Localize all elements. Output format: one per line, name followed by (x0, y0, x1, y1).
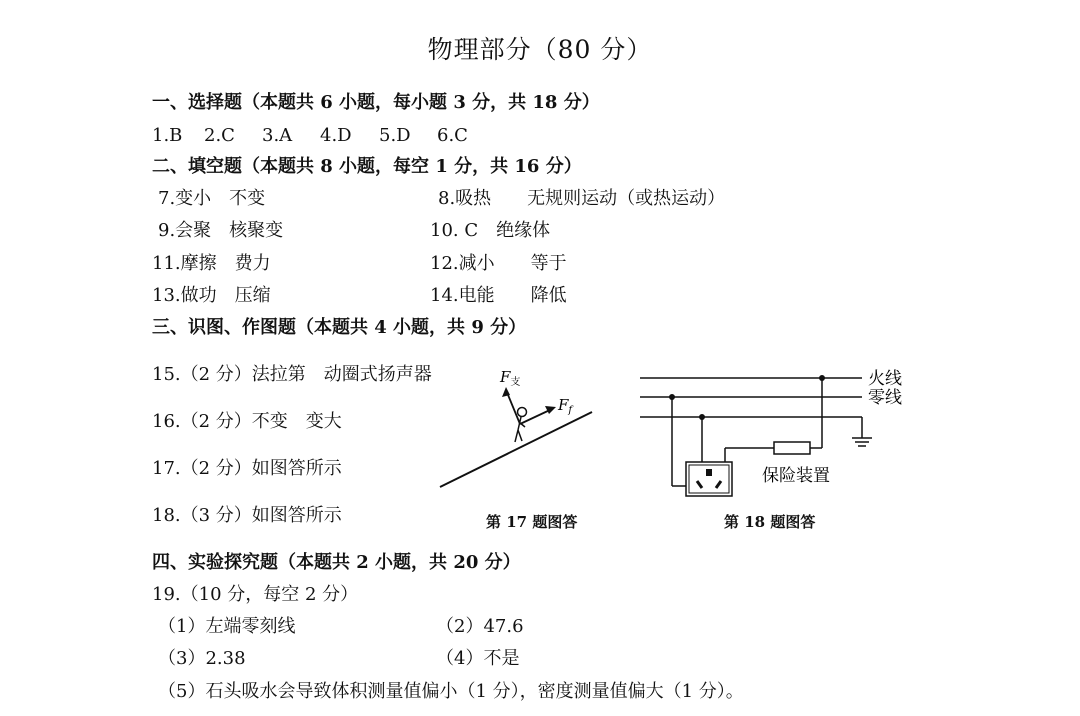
three-pin-socket (686, 462, 732, 496)
fill-answer-9: 9.会聚 核聚变 (158, 220, 284, 241)
friction-force-arrowhead (545, 406, 556, 414)
q19-answer-4: （4）不是 (436, 648, 520, 669)
diagram-answer-17: 17.（2 分）如图答所示 (152, 458, 342, 479)
person-body (515, 417, 525, 442)
diagram-answer-15: 15.（2 分）法拉第 动圈式扬声器 (152, 364, 432, 385)
section-heading-diagram: 三、识图、作图题（本题共 4 小题，共 9 分） (152, 317, 527, 338)
fill-answer-12: 12.减小 等于 (430, 253, 567, 274)
q19-title: 19.（10 分，每空 2 分） (152, 584, 359, 605)
q19-answer-5: （5）石头吸水会导致体积测量值偏小（1 分），密度测量值偏大（1 分）。 (158, 681, 744, 702)
figure-17-incline-diagram (430, 360, 600, 500)
fuse-device (774, 442, 810, 454)
answer-1: 1.B (152, 125, 183, 146)
incline-surface (440, 412, 592, 487)
answer-2: 2.C (204, 125, 235, 146)
q19-answer-3: （3）2.38 (158, 648, 246, 669)
answer-4: 4.D (320, 125, 352, 146)
person-head (518, 408, 527, 417)
friction-force-label: $F_f$ (558, 396, 573, 416)
page-title: 物理部分（80 分） (427, 35, 653, 64)
friction-force-arrow (520, 409, 552, 424)
choice-answers (152, 125, 468, 147)
diagram-answer-16: 16.（2 分）不变 变大 (152, 411, 342, 432)
fill-answer-11: 11.摩擦 费力 (152, 253, 271, 274)
fill-answer-14: 14.电能 降低 (430, 285, 567, 306)
neutral-wire-label: 零线 (868, 388, 902, 408)
fill-answer-10: 10. C 绝缘体 (430, 220, 551, 241)
fill-answer-8: 8.吸热 无规则运动（或热运动） (438, 188, 726, 209)
figure-18-caption: 第 18 题图答 (724, 513, 816, 531)
answer-3: 3.A (262, 125, 293, 146)
figure-17-caption: 第 17 题图答 (486, 513, 578, 531)
fuse-label: 保险装置 (762, 466, 830, 486)
section-heading-fill: 二、填空题（本题共 8 小题，每空 1 分，共 16 分） (152, 156, 582, 177)
section-heading-choice: 一、选择题（本题共 6 小题，每小题 3 分，共 18 分） (152, 92, 600, 113)
support-force-label: $F_支$ (500, 368, 521, 388)
fill-answer-13: 13.做功 压缩 (152, 285, 271, 306)
q19-answer-2: （2）47.6 (436, 616, 524, 637)
answer-6: 6.C (437, 125, 468, 146)
live-wire-label: 火线 (868, 369, 902, 389)
answer-5: 5.D (379, 125, 411, 146)
section-heading-experiment: 四、实验探究题（本题共 2 小题，共 20 分） (152, 552, 521, 573)
q19-answer-1: （1）左端零刻线 (158, 616, 296, 637)
diagram-answer-18: 18.（3 分）如图答所示 (152, 505, 342, 526)
figure-18-circuit-diagram (630, 360, 920, 510)
fill-answer-7: 7.变小 不变 (158, 188, 266, 209)
